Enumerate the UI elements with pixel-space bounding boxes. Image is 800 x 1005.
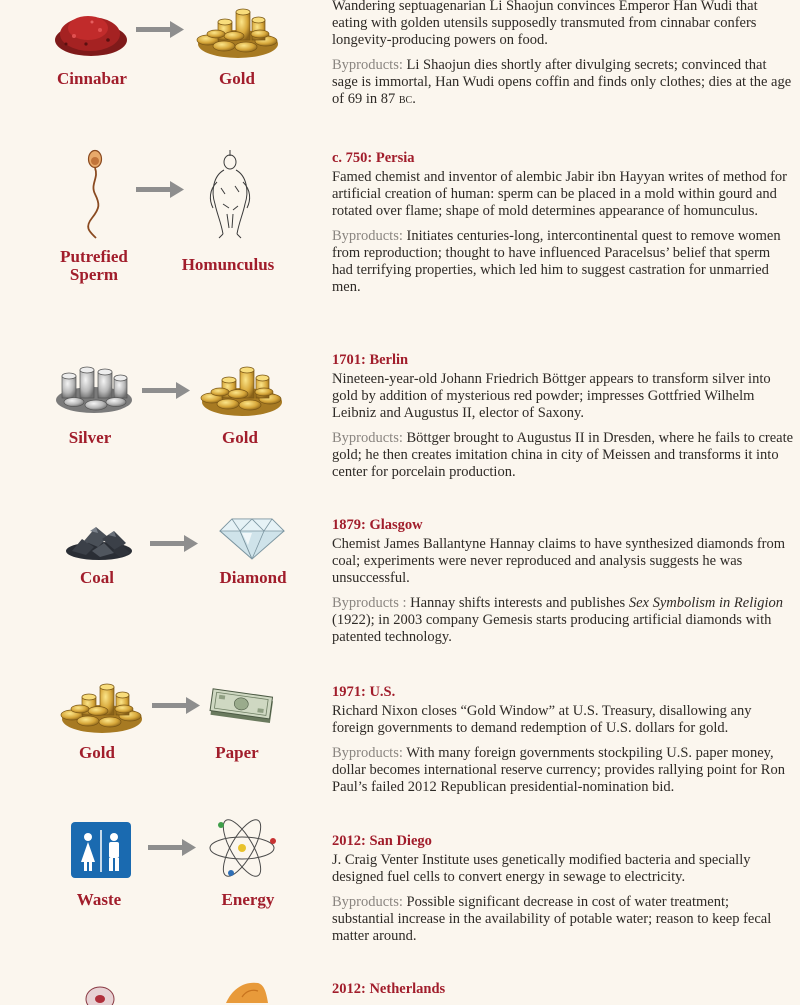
byproducts-label: Byproducts :	[332, 595, 407, 611]
byproducts-text: Initiates centuries-long, intercontinental quest to remove women from reproduction; thought to have influenced Paracelsus’ belief that sperm had terrifying properties, which led him to suggest castration for unmarried men.	[332, 228, 781, 295]
transmutation-graphic	[0, 350, 320, 500]
entry-coal-diamond	[0, 517, 800, 677]
from-label: Cinnabar	[57, 69, 127, 88]
from-label: Coal	[80, 568, 114, 587]
byproducts-label: Byproducts:	[332, 430, 403, 446]
entry-sperm-homunculus	[0, 148, 800, 338]
entry-netherlands	[0, 975, 800, 1000]
from-label: Gold	[79, 743, 115, 762]
from-label: Silver	[68, 428, 112, 447]
entry-description: Nineteen-year-old Johann Friedrich Böttger appears to transform silver into gold by addition of mysterious red powder; impresses Gottfried Wilhelm Leibniz and Augustus II, elector of Saxony.	[332, 371, 771, 421]
entry-text	[332, 684, 794, 796]
byproducts-text: With many foreign governments stockpiling U.S. paper money, dollar becomes international reserve currency; provides rallying point for Ron Paul’s failed 2012 Republican presidential-nomination bid.	[332, 745, 785, 795]
transmutation-graphic	[0, 517, 320, 677]
entry-byproducts	[332, 430, 794, 481]
entry-description: Famed chemist and inventor of alembic Jabir ibn Hayyan writes of method for artificial creation of human: sperm can be placed in a mold within gourd and rotated over flame; shape of mold determines appearance of homunculus.	[332, 169, 788, 219]
right-arrow-icon	[136, 21, 184, 38]
book-title: Sex Symbolism in Religion	[628, 595, 784, 611]
byproducts-label: Byproducts:	[332, 894, 403, 910]
entry-text	[332, 833, 794, 945]
entry-cinnabar-gold	[0, 0, 800, 140]
to-label: Homunculus	[181, 255, 275, 274]
byproducts-text: Li Shaojun dies shortly after divulging secrets; convinced that sage is immortal, Han Wudi opens coffin and finds only clothes; dies at the age of 69 in 87	[332, 57, 792, 107]
cinnabar-pile-icon	[52, 6, 130, 58]
entry-text	[332, 352, 794, 481]
to-label: Gold	[222, 428, 258, 447]
transmutation-graphic	[0, 815, 320, 975]
right-arrow-icon	[150, 535, 198, 552]
entry-description: J. Craig Venter Institute uses genetically modified bacteria and specially designed fuel cells to convert energy in sewage to electricity.	[332, 852, 751, 885]
from-label: Waste	[76, 890, 122, 909]
homunculus-figure-icon	[205, 148, 255, 240]
atom-icon	[205, 815, 279, 881]
gold-coins-icon	[60, 679, 144, 735]
to-label: Paper	[215, 743, 259, 762]
byproducts-text-post: (1922); in 2003 company Gemesis starts producing artificial diamonds with patented technology.	[332, 612, 772, 645]
gold-coins-icon	[196, 4, 280, 60]
gold-coins-icon	[200, 362, 284, 418]
entry-byproducts	[332, 745, 794, 796]
red-cell-icon	[84, 985, 116, 1005]
from-label: Putrefied Sperm	[60, 247, 128, 284]
entry-byproducts	[332, 57, 794, 108]
right-arrow-icon	[148, 839, 196, 856]
entry-description: Chemist James Ballantyne Hannay claims to have synthesized diamonds from coal; experiments were never reproduced and analysis suggests he was unsuccessful.	[332, 536, 786, 586]
entry-waste-energy	[0, 815, 800, 975]
entry-byproducts	[332, 894, 794, 945]
entry-text	[332, 150, 794, 296]
entry-heading: 2012: San Diego	[332, 833, 432, 849]
byproducts-text: Hannay shifts interests and publishes	[410, 595, 626, 611]
entry-heading: 2012: Netherlands	[332, 981, 446, 997]
orange-meat-icon	[222, 977, 270, 1003]
to-label: Energy	[221, 890, 275, 909]
transmutation-graphic	[0, 148, 320, 338]
entry-gold-paper	[0, 677, 800, 817]
coal-pile-icon	[64, 517, 134, 561]
entry-description: Richard Nixon closes “Gold Window” at U.S. Treasury, disallowing any foreign governments to demand redemption of U.S. dollars for gold.	[332, 703, 752, 736]
entry-heading: 1879: Glasgow	[332, 517, 423, 533]
byproducts-label: Byproducts:	[332, 228, 403, 244]
transmutation-graphic	[0, 677, 320, 817]
entry-byproducts	[332, 228, 794, 296]
byproducts-text: Possible significant decrease in cost of water treatment; substantial increase in the availability of potable water; reason to keep fecal matter around.	[332, 894, 772, 944]
entry-text	[332, 981, 794, 1000]
to-label: Gold	[219, 69, 255, 88]
entry-text	[332, 0, 794, 108]
entry-silver-gold	[0, 350, 800, 500]
restroom-sign-icon	[71, 822, 131, 878]
sperm-icon	[80, 148, 110, 240]
byproducts-label: Byproducts:	[332, 745, 403, 761]
byproducts-text: Böttger brought to Augustus II in Dresden, where he fails to create gold; he then creates imitation china in city of Meissen and transforms it into center for porcelain production.	[332, 430, 794, 480]
byproducts-label: Byproducts:	[332, 57, 403, 73]
entry-text	[332, 517, 794, 646]
transmutation-graphic	[0, 0, 320, 140]
to-label: Diamond	[219, 568, 287, 587]
entry-byproducts	[332, 595, 794, 646]
right-arrow-icon	[136, 181, 184, 198]
diamond-icon	[218, 517, 286, 561]
byproducts-era: bc.	[398, 91, 416, 107]
entry-heading: 1701: Berlin	[332, 352, 409, 368]
right-arrow-icon	[142, 382, 190, 399]
silver-coins-icon	[54, 362, 134, 414]
entry-heading: c. 750: Persia	[332, 150, 415, 166]
transmutation-graphic	[0, 975, 320, 1000]
entry-heading: 1971: U.S.	[332, 684, 396, 700]
entry-description: Wandering septuagenarian Li Shaojun convinces Emperor Han Wudi that eating with golden utensils supposedly transmuted from cinnabar confers longevity-producing powers on food.	[332, 0, 758, 48]
right-arrow-icon	[152, 697, 200, 714]
dollar-bills-icon	[206, 683, 278, 729]
